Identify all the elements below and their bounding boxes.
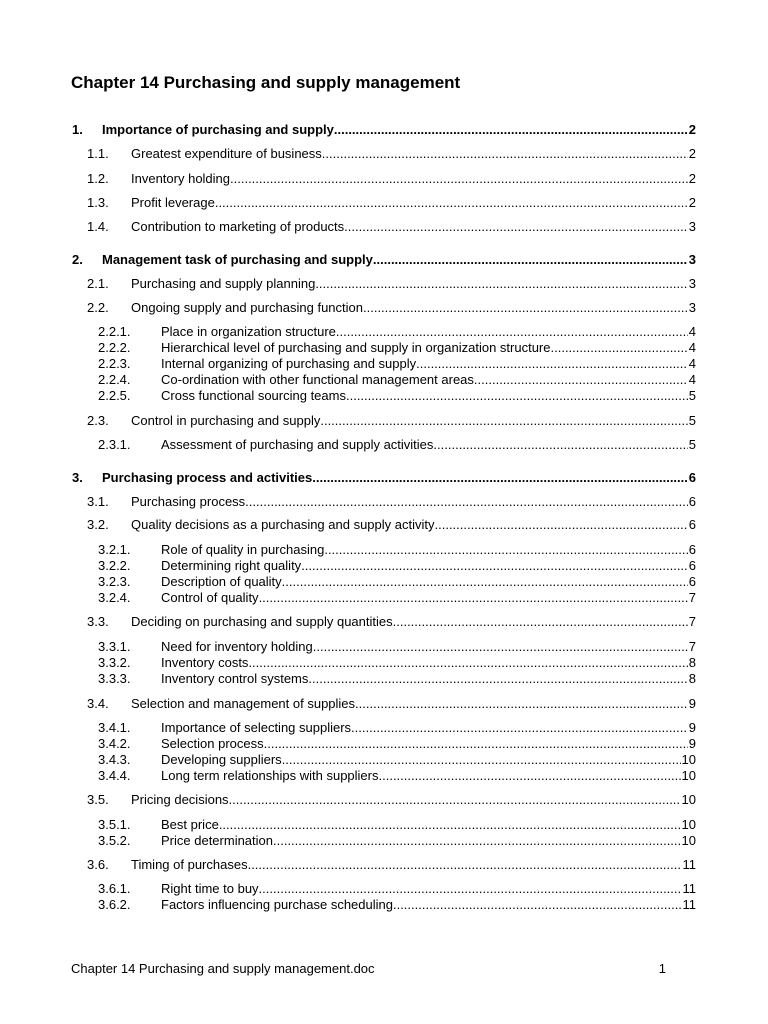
toc-entry-number: 3.4.2. xyxy=(98,736,131,751)
toc-dot-leader xyxy=(346,388,688,404)
toc-leader-line xyxy=(161,817,696,833)
footer-filename: Chapter 14 Purchasing and supply management.doc xyxy=(71,961,375,976)
toc-entry-number: 3.5.2. xyxy=(98,833,131,848)
toc-entry-title: Contribution to marketing of products xyxy=(131,219,345,234)
toc-entry-number: 2.3. xyxy=(87,413,109,428)
toc-entry-title: Selection process xyxy=(161,736,264,751)
toc-entry-number: 2.2.1. xyxy=(98,324,131,339)
toc-leader-line xyxy=(161,437,696,453)
toc-dot-leader xyxy=(433,437,687,453)
toc-entry-page: 4 xyxy=(688,372,696,387)
toc-entry-number: 3. xyxy=(72,470,83,485)
toc-leader-line xyxy=(131,857,696,873)
toc-entry-title: Purchasing process and activities xyxy=(102,470,313,485)
toc-entry-number: 1.4. xyxy=(87,219,109,234)
toc-entry[interactable] xyxy=(0,897,768,913)
toc-entry-title: Inventory costs xyxy=(161,655,249,670)
toc-entry[interactable] xyxy=(0,720,768,736)
toc-entry-number: 3.4.4. xyxy=(98,768,131,783)
toc-dot-leader xyxy=(264,736,688,752)
toc-leader-line xyxy=(161,340,696,356)
toc-entry-title: Ongoing supply and purchasing function xyxy=(131,300,363,315)
toc-leader-line xyxy=(161,736,696,752)
toc-dot-leader xyxy=(551,340,688,356)
toc-dot-leader xyxy=(474,372,688,388)
toc-entry-page: 2 xyxy=(688,122,696,137)
toc-entry-number: 2.2.4. xyxy=(98,372,131,387)
toc-dot-leader xyxy=(248,655,687,671)
toc-entry-number: 3.2.4. xyxy=(98,590,131,605)
toc-entry[interactable] xyxy=(0,558,768,574)
toc-entry[interactable] xyxy=(0,881,768,897)
toc-entry[interactable] xyxy=(0,696,768,712)
toc-entry[interactable] xyxy=(0,171,768,187)
toc-entry[interactable] xyxy=(0,195,768,211)
toc-dot-leader xyxy=(344,219,688,235)
toc-entry-page: 2 xyxy=(688,171,696,186)
toc-leader-line xyxy=(102,122,696,138)
toc-entry-title: Quality decisions as a purchasing and supply activity xyxy=(131,517,435,532)
toc-entry-title: Timing of purchases xyxy=(131,857,248,872)
toc-entry-page: 10 xyxy=(681,792,696,807)
toc-entry-number: 3.4.3. xyxy=(98,752,131,767)
toc-entry-number: 2.2.5. xyxy=(98,388,131,403)
toc-entry-number: 1.2. xyxy=(87,171,109,186)
toc-entry-number: 3.3. xyxy=(87,614,109,629)
footer-page-number: 1 xyxy=(658,961,666,976)
toc-entry-page: 2 xyxy=(688,195,696,210)
toc-leader-line xyxy=(161,324,696,340)
toc-entry[interactable] xyxy=(0,300,768,316)
toc-entry-page: 11 xyxy=(682,881,696,896)
toc-entry-number: 1. xyxy=(72,122,83,137)
toc-entry[interactable] xyxy=(0,817,768,833)
toc-entry-number: 3.2.2. xyxy=(98,558,131,573)
toc-entry[interactable] xyxy=(0,276,768,292)
toc-leader-line xyxy=(161,590,696,606)
toc-entry-page: 5 xyxy=(688,413,696,428)
toc-leader-line xyxy=(161,558,696,574)
toc-entry-title: Factors influencing purchase scheduling xyxy=(161,897,393,912)
toc-entry-number: 3.1. xyxy=(87,494,109,509)
toc-entry-title: Control of quality xyxy=(161,590,259,605)
toc-entry-page: 5 xyxy=(688,437,696,452)
toc-leader-line xyxy=(161,881,696,897)
toc-entry[interactable] xyxy=(0,590,768,606)
toc-entry-number: 3.2.3. xyxy=(98,574,131,589)
toc-dot-leader xyxy=(355,696,688,712)
toc-entry-title: Assessment of purchasing and supply activities xyxy=(161,437,434,452)
toc-entry-title: Co-ordination with other functional management areas xyxy=(161,372,474,387)
page-title: Chapter 14 Purchasing and supply management xyxy=(71,73,461,92)
toc-entry-page: 3 xyxy=(688,276,696,291)
toc-dot-leader xyxy=(245,494,688,510)
toc-entry-page: 6 xyxy=(688,542,696,557)
toc-leader-line xyxy=(131,300,696,316)
toc-dot-leader xyxy=(273,833,681,849)
toc-leader-line xyxy=(131,614,696,630)
toc-leader-line xyxy=(131,413,696,429)
toc-entry-title: Pricing decisions xyxy=(131,792,229,807)
toc-leader-line xyxy=(161,388,696,404)
toc-entry-title: Inventory holding xyxy=(131,171,231,186)
toc-entry-page: 2 xyxy=(688,146,696,161)
toc-leader-line xyxy=(131,517,696,533)
toc-entry-page: 10 xyxy=(681,817,696,832)
toc-entry-page: 9 xyxy=(688,736,696,751)
toc-entry-number: 3.4.1. xyxy=(98,720,131,735)
toc-entry-number: 3.3.2. xyxy=(98,655,131,670)
toc-leader-line xyxy=(161,372,696,388)
toc-dot-leader xyxy=(282,752,681,768)
toc-entry[interactable] xyxy=(0,833,768,849)
toc-dot-leader xyxy=(313,639,688,655)
toc-dot-leader xyxy=(282,574,688,590)
toc-entry[interactable] xyxy=(0,388,768,404)
toc-entry[interactable] xyxy=(0,752,768,768)
toc-entry-page: 7 xyxy=(688,639,696,654)
toc-dot-leader xyxy=(351,720,688,736)
toc-entry[interactable] xyxy=(0,252,768,268)
toc-dot-leader xyxy=(320,413,687,429)
toc-dot-leader xyxy=(215,195,688,211)
toc-entry[interactable] xyxy=(0,655,768,671)
toc-entry-title: Selection and management of supplies xyxy=(131,696,356,711)
toc-entry-number: 3.6. xyxy=(87,857,109,872)
toc-entry[interactable] xyxy=(0,356,768,372)
toc-entry[interactable] xyxy=(0,470,768,486)
toc-entry-page: 7 xyxy=(688,590,696,605)
toc-entry[interactable] xyxy=(0,494,768,510)
toc-leader-line xyxy=(131,146,696,162)
toc-leader-line xyxy=(161,768,696,784)
toc-dot-leader xyxy=(230,171,688,187)
toc-entry-page: 5 xyxy=(688,388,696,403)
toc-entry-title: Cross functional sourcing teams xyxy=(161,388,346,403)
toc-entry-page: 10 xyxy=(681,833,696,848)
toc-entry[interactable] xyxy=(0,340,768,356)
toc-entry[interactable] xyxy=(0,768,768,784)
toc-entry-title: Internal organizing of purchasing and supply xyxy=(161,356,417,371)
toc-entry[interactable] xyxy=(0,372,768,388)
toc-dot-leader xyxy=(259,881,682,897)
toc-entry[interactable] xyxy=(0,122,768,138)
toc-dot-leader xyxy=(315,276,687,292)
toc-leader-line xyxy=(102,252,696,268)
toc-entry[interactable] xyxy=(0,792,768,808)
toc-entry-page: 6 xyxy=(688,574,696,589)
toc-leader-line xyxy=(161,356,696,372)
toc-entry-page: 4 xyxy=(688,324,696,339)
toc-entry-page: 9 xyxy=(688,720,696,735)
toc-dot-leader xyxy=(334,122,688,138)
toc-entry-title: Management task of purchasing and supply xyxy=(102,252,373,267)
toc-leader-line xyxy=(161,720,696,736)
toc-entry-title: Need for inventory holding xyxy=(161,639,313,654)
toc-entry-number: 2. xyxy=(72,252,83,267)
toc-entry-title: Control in purchasing and supply xyxy=(131,413,321,428)
toc-entry-title: Purchasing and supply planning xyxy=(131,276,316,291)
toc-entry-number: 2.1. xyxy=(87,276,109,291)
toc-entry[interactable] xyxy=(0,857,768,873)
toc-dot-leader xyxy=(229,792,681,808)
toc-entry-title: Hierarchical level of purchasing and supply in organization structure xyxy=(161,340,551,355)
toc-entry[interactable] xyxy=(0,437,768,453)
toc-entry-number: 3.2. xyxy=(87,517,109,532)
toc-entry-number: 2.3.1. xyxy=(98,437,131,452)
toc-leader-line xyxy=(131,276,696,292)
toc-entry-title: Profit leverage xyxy=(131,195,215,210)
toc-entry-title: Inventory control systems xyxy=(161,671,309,686)
toc-entry-page: 8 xyxy=(688,671,696,686)
toc-leader-line xyxy=(102,470,696,486)
toc-entry-page: 11 xyxy=(682,897,696,912)
toc-leader-line xyxy=(161,655,696,671)
toc-dot-leader xyxy=(324,542,687,558)
toc-entry-number: 2.2.3. xyxy=(98,356,131,371)
toc-entry-page: 3 xyxy=(688,219,696,234)
toc-entry-title: Best price xyxy=(161,817,219,832)
toc-dot-leader xyxy=(322,146,688,162)
toc-leader-line xyxy=(131,494,696,510)
toc-entry-title: Importance of selecting suppliers xyxy=(161,720,352,735)
toc-leader-line xyxy=(161,752,696,768)
toc-entry[interactable] xyxy=(0,324,768,340)
toc-entry-title: Right time to buy xyxy=(161,881,259,896)
toc-leader-line xyxy=(161,639,696,655)
toc-entry-number: 3.5.1. xyxy=(98,817,131,832)
toc-entry[interactable] xyxy=(0,671,768,687)
toc-entry-title: Importance of purchasing and supply xyxy=(102,122,334,137)
toc-entry-page: 6 xyxy=(688,558,696,573)
toc-leader-line xyxy=(131,219,696,235)
toc-leader-line xyxy=(161,671,696,687)
toc-entry-title: Purchasing process xyxy=(131,494,246,509)
toc-entry-title: Deciding on purchasing and supply quantities xyxy=(131,614,393,629)
toc-entry-title: Greatest expenditure of business xyxy=(131,146,322,161)
toc-entry-number: 3.3.1. xyxy=(98,639,131,654)
toc-dot-leader xyxy=(393,897,682,913)
toc-leader-line xyxy=(131,195,696,211)
toc-entry-page: 10 xyxy=(681,768,696,783)
toc-entry-title: Long term relationships with suppliers xyxy=(161,768,379,783)
toc-dot-leader xyxy=(363,300,688,316)
toc-dot-leader xyxy=(336,324,688,340)
toc-entry[interactable] xyxy=(0,146,768,162)
toc-entry-number: 3.4. xyxy=(87,696,109,711)
toc-entry-page: 3 xyxy=(688,300,696,315)
toc-leader-line xyxy=(161,897,696,913)
toc-entry-title: Role of quality in purchasing xyxy=(161,542,325,557)
toc-entry[interactable] xyxy=(0,517,768,533)
toc-dot-leader xyxy=(373,252,688,268)
toc-entry-number: 3.2.1. xyxy=(98,542,131,557)
toc-entry-number: 1.1. xyxy=(87,146,109,161)
toc-leader-line xyxy=(161,574,696,590)
toc-entry[interactable] xyxy=(0,574,768,590)
toc-leader-line xyxy=(131,792,696,808)
toc-dot-leader xyxy=(379,768,681,784)
toc-entry-page: 9 xyxy=(688,696,696,711)
toc-dot-leader xyxy=(393,614,688,630)
toc-entry-page: 10 xyxy=(681,752,696,767)
toc-entry-title: Developing suppliers xyxy=(161,752,282,767)
toc-entry-page: 6 xyxy=(688,494,696,509)
toc-dot-leader xyxy=(308,671,687,687)
toc-entry-page: 4 xyxy=(688,356,696,371)
toc-entry[interactable] xyxy=(0,542,768,558)
toc-entry[interactable] xyxy=(0,219,768,235)
toc-entry-number: 1.3. xyxy=(87,195,109,210)
toc-dot-leader xyxy=(248,857,682,873)
toc-dot-leader xyxy=(219,817,681,833)
toc-dot-leader xyxy=(259,590,688,606)
toc-leader-line xyxy=(131,171,696,187)
toc-entry-number: 3.6.2. xyxy=(98,897,131,912)
toc-dot-leader xyxy=(435,517,688,533)
toc-entry[interactable] xyxy=(0,413,768,429)
toc-entry-page: 6 xyxy=(688,517,696,532)
toc-entry-page: 8 xyxy=(688,655,696,670)
toc-entry[interactable] xyxy=(0,736,768,752)
toc-entry-number: 3.3.3. xyxy=(98,671,131,686)
toc-entry-number: 2.2. xyxy=(87,300,109,315)
toc-dot-leader xyxy=(301,558,688,574)
toc-dot-leader xyxy=(312,470,688,486)
toc-entry[interactable] xyxy=(0,639,768,655)
toc-entry-title: Price determination xyxy=(161,833,273,848)
toc-dot-leader xyxy=(416,356,688,372)
toc-entry-page: 7 xyxy=(688,614,696,629)
toc-entry-number: 2.2.2. xyxy=(98,340,131,355)
toc-leader-line xyxy=(161,833,696,849)
toc-entry-page: 3 xyxy=(688,252,696,267)
toc-entry-page: 11 xyxy=(682,857,696,872)
toc-entry-page: 4 xyxy=(688,340,696,355)
toc-entry[interactable] xyxy=(0,614,768,630)
toc-entry-number: 3.5. xyxy=(87,792,109,807)
toc-leader-line xyxy=(161,542,696,558)
toc-entry-title: Description of quality xyxy=(161,574,282,589)
toc-leader-line xyxy=(131,696,696,712)
toc-entry-title: Place in organization structure xyxy=(161,324,336,339)
toc-entry-page: 6 xyxy=(688,470,696,485)
toc-entry-number: 3.6.1. xyxy=(98,881,131,896)
toc-entry-title: Determining right quality xyxy=(161,558,302,573)
